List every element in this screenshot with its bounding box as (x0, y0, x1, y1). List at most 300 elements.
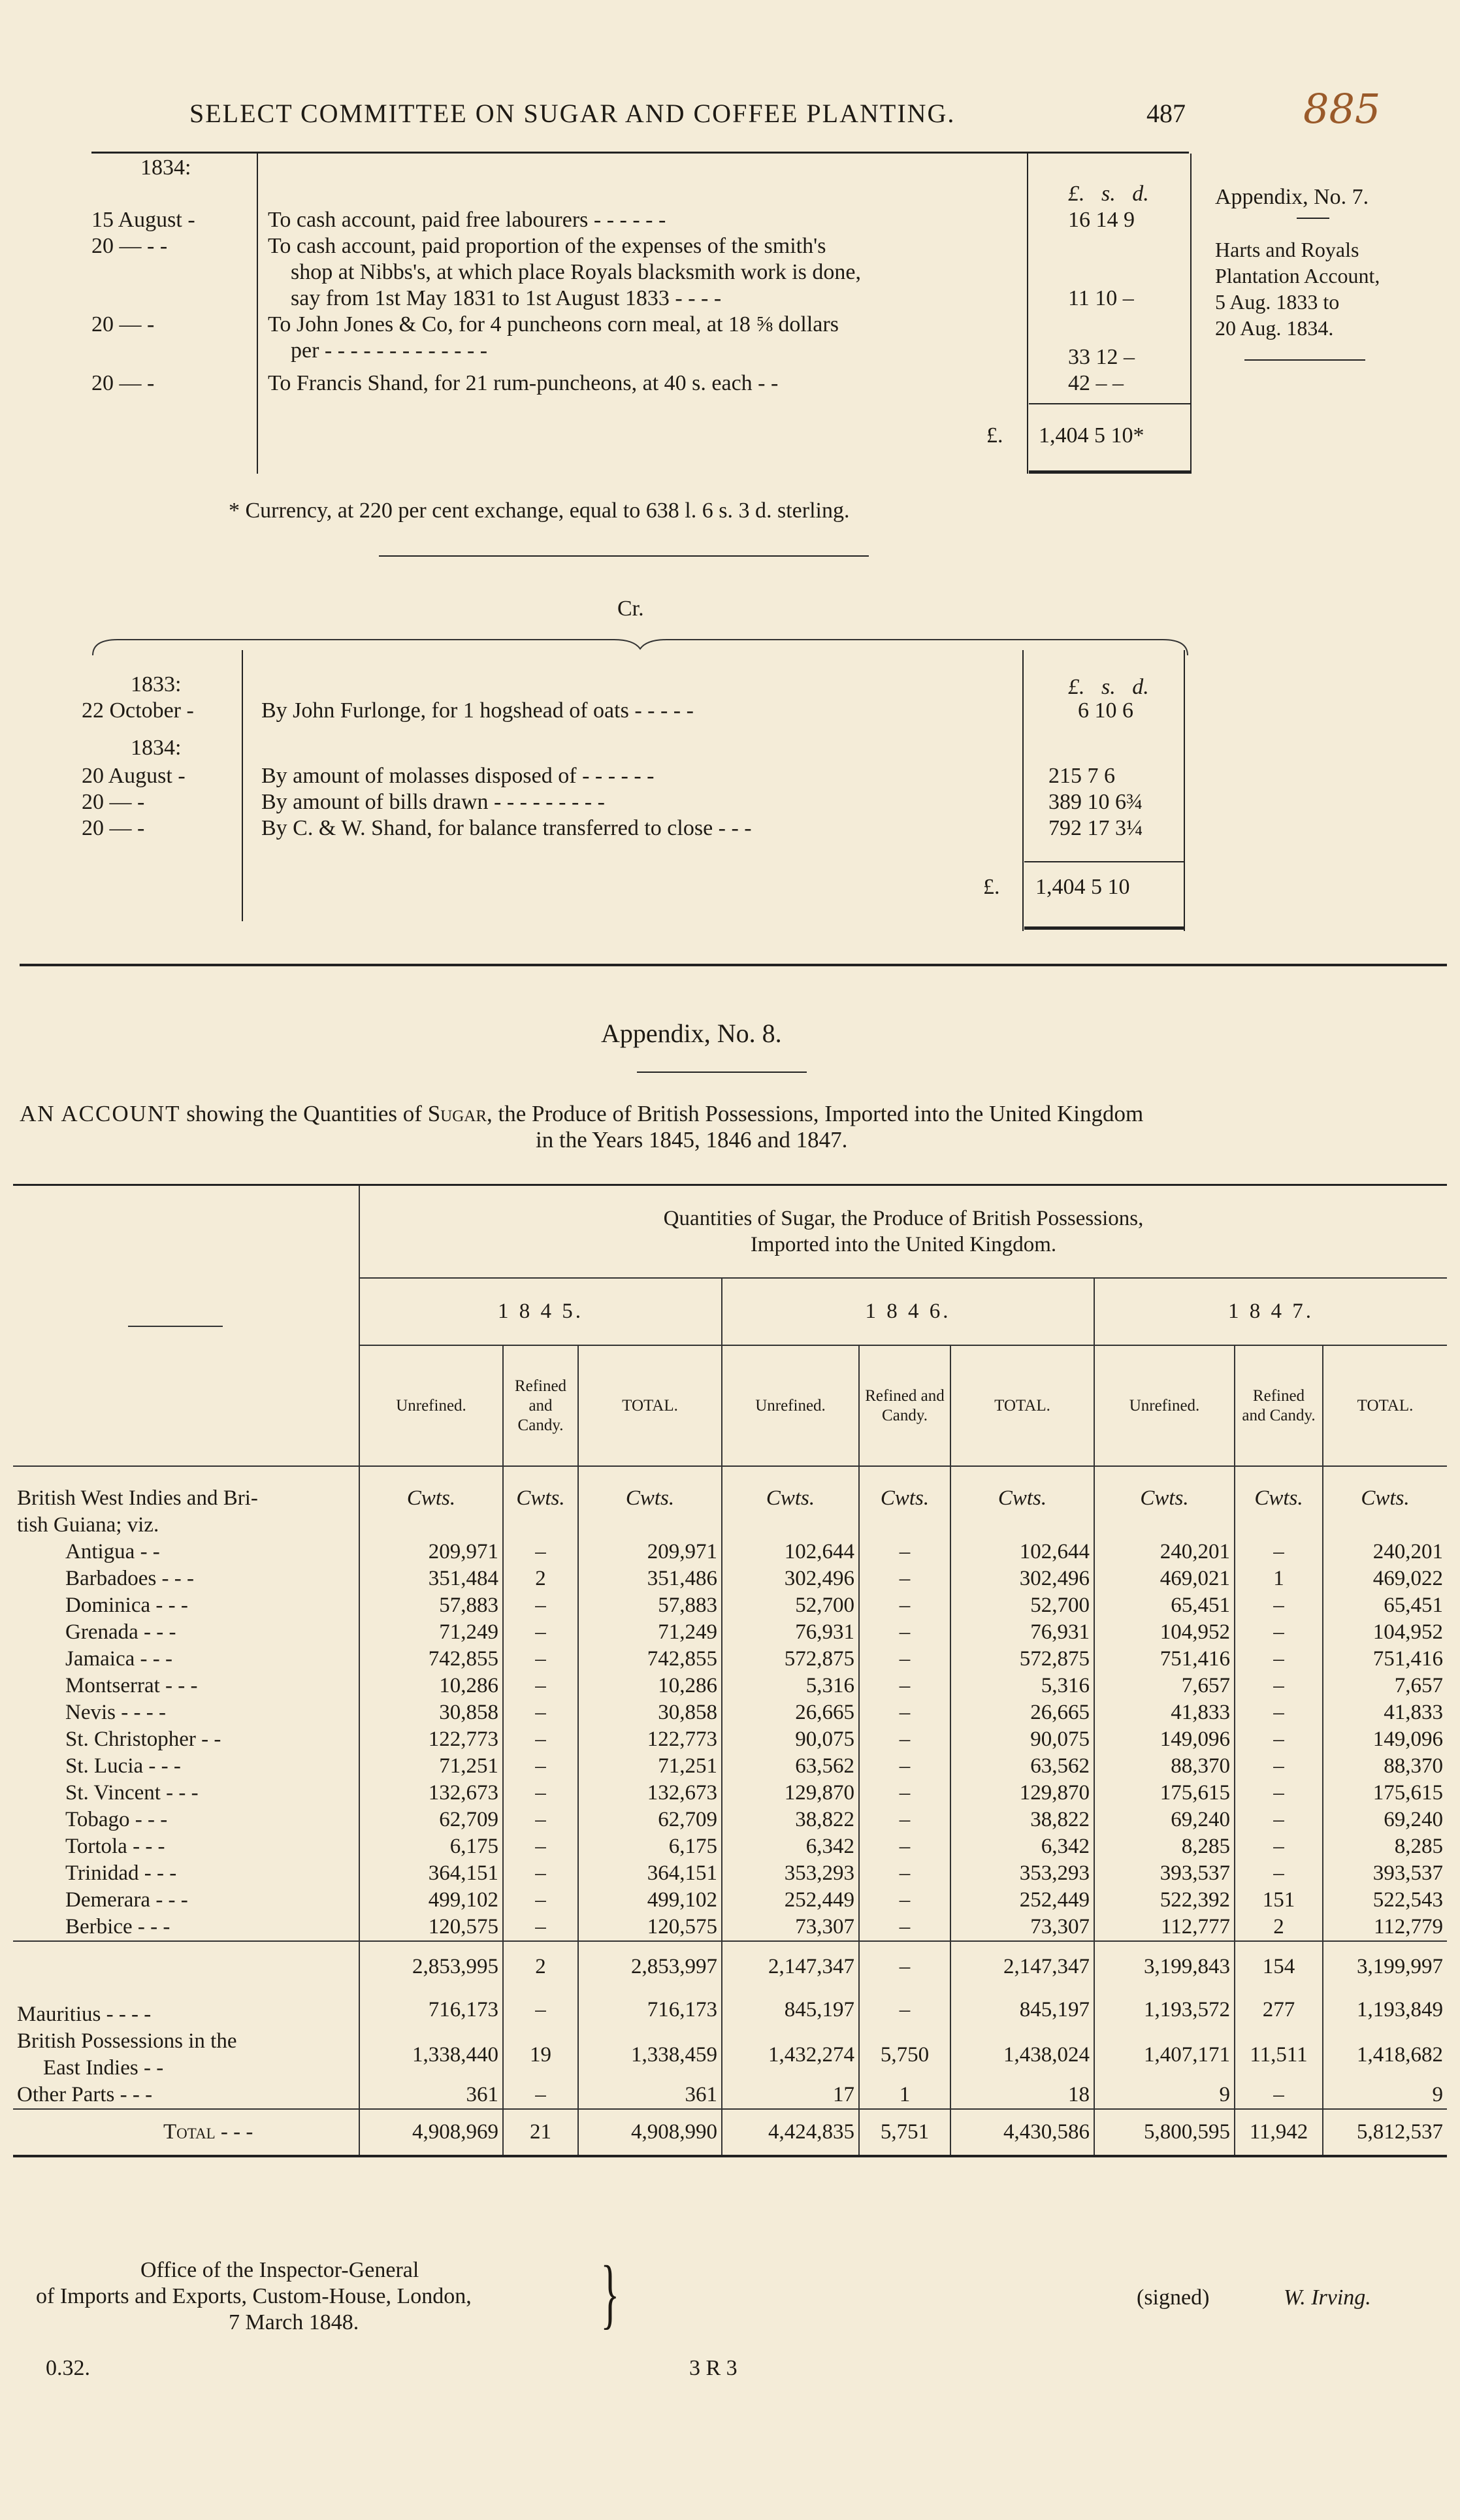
table-cell: 175,615 (1323, 1780, 1447, 1807)
row-label-line: East Indies - - (43, 2056, 164, 2080)
total-cell: 4,430,586 (950, 2109, 1094, 2156)
table-cell: – (1235, 1699, 1323, 1726)
table-cell: – (859, 1592, 950, 1619)
table-cell: 351,484 (359, 1565, 503, 1592)
row-label: Nevis - - - - (65, 1701, 166, 1724)
row-label: Berbice - - - (65, 1915, 170, 1939)
table-cell: 151 (1235, 1887, 1323, 1914)
debit-text: per - - - - - - - - - - - - - (291, 338, 488, 363)
table-cell: 62,709 (578, 1807, 722, 1833)
unit-cell: Cwts. (1094, 1466, 1235, 1512)
col-unrefined: Unrefined. (722, 1345, 859, 1466)
super-header: Quantities of Sugar, the Produce of British Possessions, Imported into the United Kingdom. (359, 1186, 1447, 1278)
col-total: TOTAL. (1323, 1345, 1447, 1466)
col-unrefined: Unrefined. (359, 1345, 503, 1466)
table-cell: 41,833 (1323, 1699, 1447, 1726)
table-cell: – (859, 1914, 950, 1941)
table-cell: 751,416 (1094, 1646, 1235, 1673)
table-cell: 71,249 (578, 1619, 722, 1646)
table-cell: – (859, 1673, 950, 1699)
table-cell: 122,773 (359, 1726, 503, 1753)
table-row (13, 1726, 1447, 1753)
credit-date-divider (242, 650, 243, 921)
total-cell: 4,908,990 (578, 2109, 722, 2156)
table-row (13, 1646, 1447, 1673)
debit-right-divider (1190, 154, 1192, 474)
unit-cell: Cwts. (1323, 1466, 1447, 1512)
group-label-row (13, 1512, 1447, 1539)
table-cell: 65,451 (1323, 1592, 1447, 1619)
table-cell: 209,971 (578, 1539, 722, 1565)
debit-currency-header: £. s. d. (1068, 182, 1149, 206)
table-row (13, 1887, 1447, 1914)
credit-total: 1,404 5 10 (1035, 875, 1130, 899)
table-row (13, 1539, 1447, 1565)
total-cell: 4,908,969 (359, 2109, 503, 2156)
table-cell: – (859, 1699, 950, 1726)
credit-date: 22 October - (82, 698, 194, 723)
table-cell: 393,537 (1094, 1860, 1235, 1887)
table-cell: 120,575 (359, 1914, 503, 1941)
handwritten-number: 885 (1303, 85, 1381, 133)
table-cell: 353,293 (722, 1860, 859, 1887)
credit-date: 20 — - (82, 816, 145, 840)
debit-date: 20 — - (91, 371, 155, 395)
table-cell: 10,286 (578, 1673, 722, 1699)
table-cell: 1 (859, 2082, 950, 2109)
table-row (13, 1860, 1447, 1887)
table-cell: – (859, 1753, 950, 1780)
table-cell: – (503, 1860, 578, 1887)
table-cell: 209,971 (359, 1539, 503, 1565)
col-refined: Refined and Candy. (1235, 1345, 1323, 1466)
table-cell: 742,855 (578, 1646, 722, 1673)
table-cell: 1,438,024 (950, 2028, 1094, 2082)
table-cell: – (503, 1807, 578, 1833)
table-cell: – (859, 1780, 950, 1807)
table-cell: – (503, 1539, 578, 1565)
credit-currency-header: £. s. d. (1068, 675, 1149, 699)
row-label: Trinidad - - - (65, 1861, 177, 1885)
debit-year: 1834: (140, 155, 191, 180)
table-row (13, 1992, 1447, 2028)
group-label-2: tish Guiana; viz. (17, 1513, 159, 1537)
table-cell: 17 (722, 2082, 859, 2109)
table-cell: 6,342 (722, 1833, 859, 1860)
table-cell: 52,700 (722, 1592, 859, 1619)
table-row (13, 1619, 1447, 1646)
table-cell: 69,240 (1094, 1807, 1235, 1833)
table-cell: – (503, 1646, 578, 1673)
row-label: Montserrat - - - (65, 1674, 198, 1697)
table-cell: 364,151 (359, 1860, 503, 1887)
table-cell: 149,096 (1323, 1726, 1447, 1753)
table-cell: – (1235, 1833, 1323, 1860)
table-cell: – (1235, 1807, 1323, 1833)
table-cell: – (859, 1887, 950, 1914)
table-cell: 522,543 (1323, 1887, 1447, 1914)
table-cell: 76,931 (722, 1619, 859, 1646)
table-cell: – (503, 1699, 578, 1726)
table-cell: 5,316 (950, 1673, 1094, 1699)
table-cell: 149,096 (1094, 1726, 1235, 1753)
row-label (13, 1992, 359, 2028)
table-cell: – (1235, 1753, 1323, 1780)
table-cell: – (503, 1887, 578, 1914)
credit-date: 20 August - (82, 764, 186, 788)
table-cell: – (503, 1753, 578, 1780)
table-cell: 57,883 (578, 1592, 722, 1619)
table-cell: – (1235, 1619, 1323, 1646)
side-note-line: 5 Aug. 1833 to (1215, 290, 1340, 314)
side-note-line: Plantation Account, (1215, 264, 1380, 287)
row-label: Demerara - - - (65, 1888, 188, 1912)
credit-year: 1833: (131, 672, 182, 696)
table-cell: 73,307 (950, 1914, 1094, 1941)
table-cell: 52,700 (950, 1592, 1094, 1619)
row-label: Jamaica - - - (65, 1647, 172, 1671)
table-cell: 71,251 (578, 1753, 722, 1780)
debit-text: say from 1st May 1831 to 1st August 1833 - - - - (291, 286, 722, 310)
table-cell: 69,240 (1323, 1807, 1447, 1833)
table-cell: 361 (578, 2082, 722, 2109)
other-rows (13, 1992, 1447, 2109)
table-cell: 572,875 (950, 1646, 1094, 1673)
total-cell: 11,942 (1235, 2109, 1323, 2156)
table-cell: 6,175 (359, 1833, 503, 1860)
table-cell: 90,075 (950, 1726, 1094, 1753)
table-cell: – (1235, 1860, 1323, 1887)
table-cell: 7,657 (1323, 1673, 1447, 1699)
table-cell: 277 (1235, 1992, 1323, 2028)
total-cell: 21 (503, 2109, 578, 2156)
subtotal-cell: 3,199,997 (1323, 1941, 1447, 1992)
table-cell: 252,449 (950, 1887, 1094, 1914)
table-cell: 132,673 (359, 1780, 503, 1807)
subtotal-cell: – (859, 1941, 950, 1992)
debit-text: shop at Nibbs's, at which place Royals blacksmith work is done, (291, 260, 861, 284)
total-label: Total - - - (13, 2109, 359, 2156)
table-row (13, 2082, 1447, 2109)
credit-total-rule (1024, 861, 1184, 862)
row-label: Barbadoes - - - (65, 1567, 195, 1590)
table-cell: 845,197 (722, 1992, 859, 2028)
table-cell: – (1235, 1592, 1323, 1619)
debit-date: 20 — - (91, 312, 155, 336)
table-cell: 76,931 (950, 1619, 1094, 1646)
office-brace: } (600, 2250, 620, 2336)
credit-amount: 792 17 3¼ (1048, 816, 1143, 840)
table-cell: 1,407,171 (1094, 2028, 1235, 2082)
credit-text: By John Furlonge, for 1 hogshead of oats - - - - - (261, 698, 694, 723)
debit-total-rule (1029, 403, 1190, 404)
table-cell: – (859, 1833, 950, 1860)
caption-rest: , the Produce of British Possessions, Imported into the United Kingdom (487, 1101, 1144, 1126)
table-cell: – (503, 1992, 578, 2028)
office-line: of Imports and Exports, Custom-House, London, (36, 2284, 472, 2308)
side-note-rule (1244, 359, 1365, 361)
debit-bottom-rule (1029, 470, 1190, 474)
table-cell: 2 (503, 1565, 578, 1592)
debit-date-divider (257, 154, 258, 474)
table-cell: 364,151 (578, 1860, 722, 1887)
total-cell: 5,812,537 (1323, 2109, 1447, 2156)
table-cell: 353,293 (950, 1860, 1094, 1887)
row-label-line: British Possessions in the (17, 2029, 237, 2053)
unit-cell: Cwts. (503, 1466, 578, 1512)
table-cell: – (503, 1592, 578, 1619)
table-cell: – (1235, 1780, 1323, 1807)
appendix-title: Appendix, No. 8. (601, 1019, 782, 1048)
year-1847: 1 8 4 7. (1094, 1278, 1447, 1345)
table-cell: – (859, 1539, 950, 1565)
credit-year: 1834: (131, 736, 182, 760)
appendix-title-rule (637, 1072, 807, 1073)
table-cell: – (1235, 1539, 1323, 1565)
table-cell: 102,644 (950, 1539, 1094, 1565)
debit-amount-divider (1027, 154, 1028, 474)
sugar-table (13, 1186, 1447, 2157)
row-label (13, 2028, 359, 2082)
table-row (13, 1833, 1447, 1860)
caption-sugar: Sugar (427, 1101, 487, 1126)
side-note-line: Harts and Royals (1215, 238, 1359, 261)
table-cell: 104,952 (1323, 1619, 1447, 1646)
table-cell: 88,370 (1094, 1753, 1235, 1780)
table-cell: 30,858 (578, 1699, 722, 1726)
row-label: St. Lucia - - - (65, 1754, 181, 1778)
table-cell: – (503, 1619, 578, 1646)
unit-cell: Cwts. (950, 1466, 1094, 1512)
table-cell: 469,021 (1094, 1565, 1235, 1592)
table-cell: 104,952 (1094, 1619, 1235, 1646)
office-line: Office of the Inspector-General (140, 2258, 419, 2282)
table-cell: – (859, 1646, 950, 1673)
subtotal-cell: 2,853,997 (578, 1941, 722, 1992)
total-row (13, 2109, 1447, 2156)
table-cell: – (859, 1992, 950, 2028)
table-cell: – (859, 1565, 950, 1592)
table-cell: 71,249 (359, 1619, 503, 1646)
row-label: St. Vincent - - - (65, 1781, 199, 1805)
table-cell: 716,173 (359, 1992, 503, 2028)
table-cell: 65,451 (1094, 1592, 1235, 1619)
table-cell: 8,285 (1323, 1833, 1447, 1860)
subtotal-cell: 2,147,347 (722, 1941, 859, 1992)
table-cell: 1 (1235, 1565, 1323, 1592)
table-cell: – (1235, 1673, 1323, 1699)
colony-rows (13, 1539, 1447, 1941)
table-cell: 90,075 (722, 1726, 859, 1753)
table-cell: 751,416 (1323, 1646, 1447, 1673)
unit-cell: Cwts. (578, 1466, 722, 1512)
table-row (13, 1780, 1447, 1807)
debit-footnote: * Currency, at 220 per cent exchange, equal to 638 l. 6 s. 3 d. sterling. (229, 499, 850, 523)
caption-mid: showing the Quantities of (180, 1101, 428, 1126)
header-rule (91, 152, 1189, 154)
table-cell: 469,022 (1323, 1565, 1447, 1592)
col-unrefined: Unrefined. (1094, 1345, 1235, 1466)
code-center: 3 R 3 (689, 2356, 738, 2380)
credit-text: By amount of bills drawn - - - - - - - - - (261, 790, 605, 814)
credit-label: Cr. (617, 597, 644, 621)
row-label: St. Christopher - - (65, 1727, 221, 1751)
table-cell: 302,496 (950, 1565, 1094, 1592)
table-cell: 252,449 (722, 1887, 859, 1914)
col-total: TOTAL. (950, 1345, 1094, 1466)
col-refined: Refined and Candy. (859, 1345, 950, 1466)
table-cell: 1,193,849 (1323, 1992, 1447, 2028)
table-row (13, 1592, 1447, 1619)
table-cell: 71,251 (359, 1753, 503, 1780)
table-cell: 129,870 (950, 1780, 1094, 1807)
row-label-line: Other Parts - - - (17, 2083, 153, 2106)
row-label: Tobago - - - (65, 1808, 168, 1831)
table-cell: 129,870 (722, 1780, 859, 1807)
table-row (13, 1753, 1447, 1780)
table-cell: – (503, 1673, 578, 1699)
table-cell: 73,307 (722, 1914, 859, 1941)
debit-date: 20 — - - (91, 234, 168, 258)
table-cell: 102,644 (722, 1539, 859, 1565)
total-cell: 5,751 (859, 2109, 950, 2156)
total-cell: 4,424,835 (722, 2109, 859, 2156)
office-line: 7 March 1848. (229, 2310, 359, 2334)
year-1846: 1 8 4 6. (722, 1278, 1094, 1345)
table-cell: – (859, 1619, 950, 1646)
table-cell: 8,285 (1094, 1833, 1235, 1860)
subtotal-cell: 2,853,995 (359, 1941, 503, 1992)
table-cell: 1,193,572 (1094, 1992, 1235, 2028)
appendix-caption (20, 1101, 1143, 1127)
major-rule (20, 964, 1447, 966)
row-label-line: Mauritius - - - - (17, 2003, 152, 2026)
table-cell: 18 (950, 2082, 1094, 2109)
debit-date: 15 August - (91, 208, 195, 232)
table-row (13, 1565, 1447, 1592)
credit-text: By amount of molasses disposed of - - - - - - (261, 764, 655, 788)
table-cell: 742,855 (359, 1646, 503, 1673)
subtotal-row (13, 1941, 1447, 1992)
credit-amount: 389 10 6¾ (1048, 790, 1143, 814)
table-cell: 112,777 (1094, 1914, 1235, 1941)
table-cell: 5,316 (722, 1673, 859, 1699)
table-cell: 11,511 (1235, 2028, 1323, 2082)
credit-amount: 215 7 6 (1048, 764, 1115, 788)
table-cell: – (503, 1780, 578, 1807)
table-cell: 9 (1094, 2082, 1235, 2109)
table-row (13, 1914, 1447, 1941)
stub-header (13, 1186, 359, 1466)
table-cell: 6,175 (578, 1833, 722, 1860)
table-cell: 351,486 (578, 1565, 722, 1592)
table-cell: – (1235, 1726, 1323, 1753)
credit-right-divider (1184, 650, 1185, 931)
subtotal-cell: 2 (503, 1941, 578, 1992)
table-cell: – (503, 1726, 578, 1753)
table-cell: 122,773 (578, 1726, 722, 1753)
table-row (13, 1699, 1447, 1726)
table-cell: 57,883 (359, 1592, 503, 1619)
table-cell: 499,102 (578, 1887, 722, 1914)
page-title: SELECT COMMITTEE ON SUGAR AND COFFEE PLANTING. (189, 99, 956, 128)
table-cell: 9 (1323, 2082, 1447, 2109)
col-refined: Refined and Candy. (503, 1345, 578, 1466)
table-row (13, 2028, 1447, 2082)
caption-lead: AN ACCOUNT (20, 1101, 181, 1126)
row-label: Antigua - - (65, 1540, 160, 1563)
table-cell: – (503, 1833, 578, 1860)
table-cell: – (503, 2082, 578, 2109)
table-cell: – (1235, 1646, 1323, 1673)
debit-total: 1,404 5 10* (1039, 423, 1144, 448)
total-cell: 5,800,595 (1094, 2109, 1235, 2156)
table-cell: 19 (503, 2028, 578, 2082)
table-cell: 361 (359, 2082, 503, 2109)
unit-cell: Cwts. (1235, 1466, 1323, 1512)
unit-cell: Cwts. (859, 1466, 950, 1512)
table-cell: 30,858 (359, 1699, 503, 1726)
credit-bottom-rule (1024, 926, 1184, 930)
debit-total-label: £. (986, 423, 1003, 448)
row-label (13, 2082, 359, 2109)
table-cell: 7,657 (1094, 1673, 1235, 1699)
super-header-row (13, 1186, 1447, 1278)
table-cell: 62,709 (359, 1807, 503, 1833)
credit-amount-divider (1022, 650, 1024, 931)
row-label: Tortola - - - (65, 1835, 165, 1858)
year-1845: 1 8 4 5. (359, 1278, 722, 1345)
col-total: TOTAL. (578, 1345, 722, 1466)
table-cell: 716,173 (578, 1992, 722, 2028)
table-cell: – (859, 1807, 950, 1833)
table-cell: 38,822 (722, 1807, 859, 1833)
table-cell: 845,197 (950, 1992, 1094, 2028)
table-cell: 120,575 (578, 1914, 722, 1941)
code-left: 0.32. (46, 2356, 90, 2380)
debit-text: To cash account, paid proportion of the expenses of the smith's (268, 234, 826, 258)
table-cell: 112,779 (1323, 1914, 1447, 1941)
subtotal-cell: 154 (1235, 1941, 1323, 1992)
table-cell: 1,338,440 (359, 2028, 503, 2082)
table-cell: 5,750 (859, 2028, 950, 2082)
table-cell: 41,833 (1094, 1699, 1235, 1726)
row-label: Grenada - - - (65, 1620, 176, 1644)
table-row (13, 1807, 1447, 1833)
table-cell: 26,665 (950, 1699, 1094, 1726)
credit-total-label: £. (983, 875, 1000, 899)
debit-amount: 33 12 – (1068, 345, 1135, 369)
table-cell: 132,673 (578, 1780, 722, 1807)
table-row (13, 1673, 1447, 1699)
table-cell: 63,562 (950, 1753, 1094, 1780)
table-cell: 522,392 (1094, 1887, 1235, 1914)
units-row (13, 1466, 1447, 1512)
credit-brace (91, 637, 1189, 657)
debit-amount: 11 10 – (1068, 286, 1134, 310)
table-cell: 38,822 (950, 1807, 1094, 1833)
debit-text: To cash account, paid free labourers - - - - - - (268, 208, 666, 232)
side-note-appendix: Appendix, No. 7. (1215, 185, 1369, 209)
credit-text: By C. & W. Shand, for balance transferred to close - - - (261, 816, 752, 840)
group-label: British West Indies and Bri- (17, 1486, 258, 1510)
side-note-line: 20 Aug. 1834. (1215, 316, 1334, 340)
unit-cell: Cwts. (359, 1466, 503, 1512)
debit-amount: 16 14 9 (1068, 208, 1135, 232)
table-cell: – (859, 1726, 950, 1753)
table-cell: 6,342 (950, 1833, 1094, 1860)
table-cell: 240,201 (1323, 1539, 1447, 1565)
